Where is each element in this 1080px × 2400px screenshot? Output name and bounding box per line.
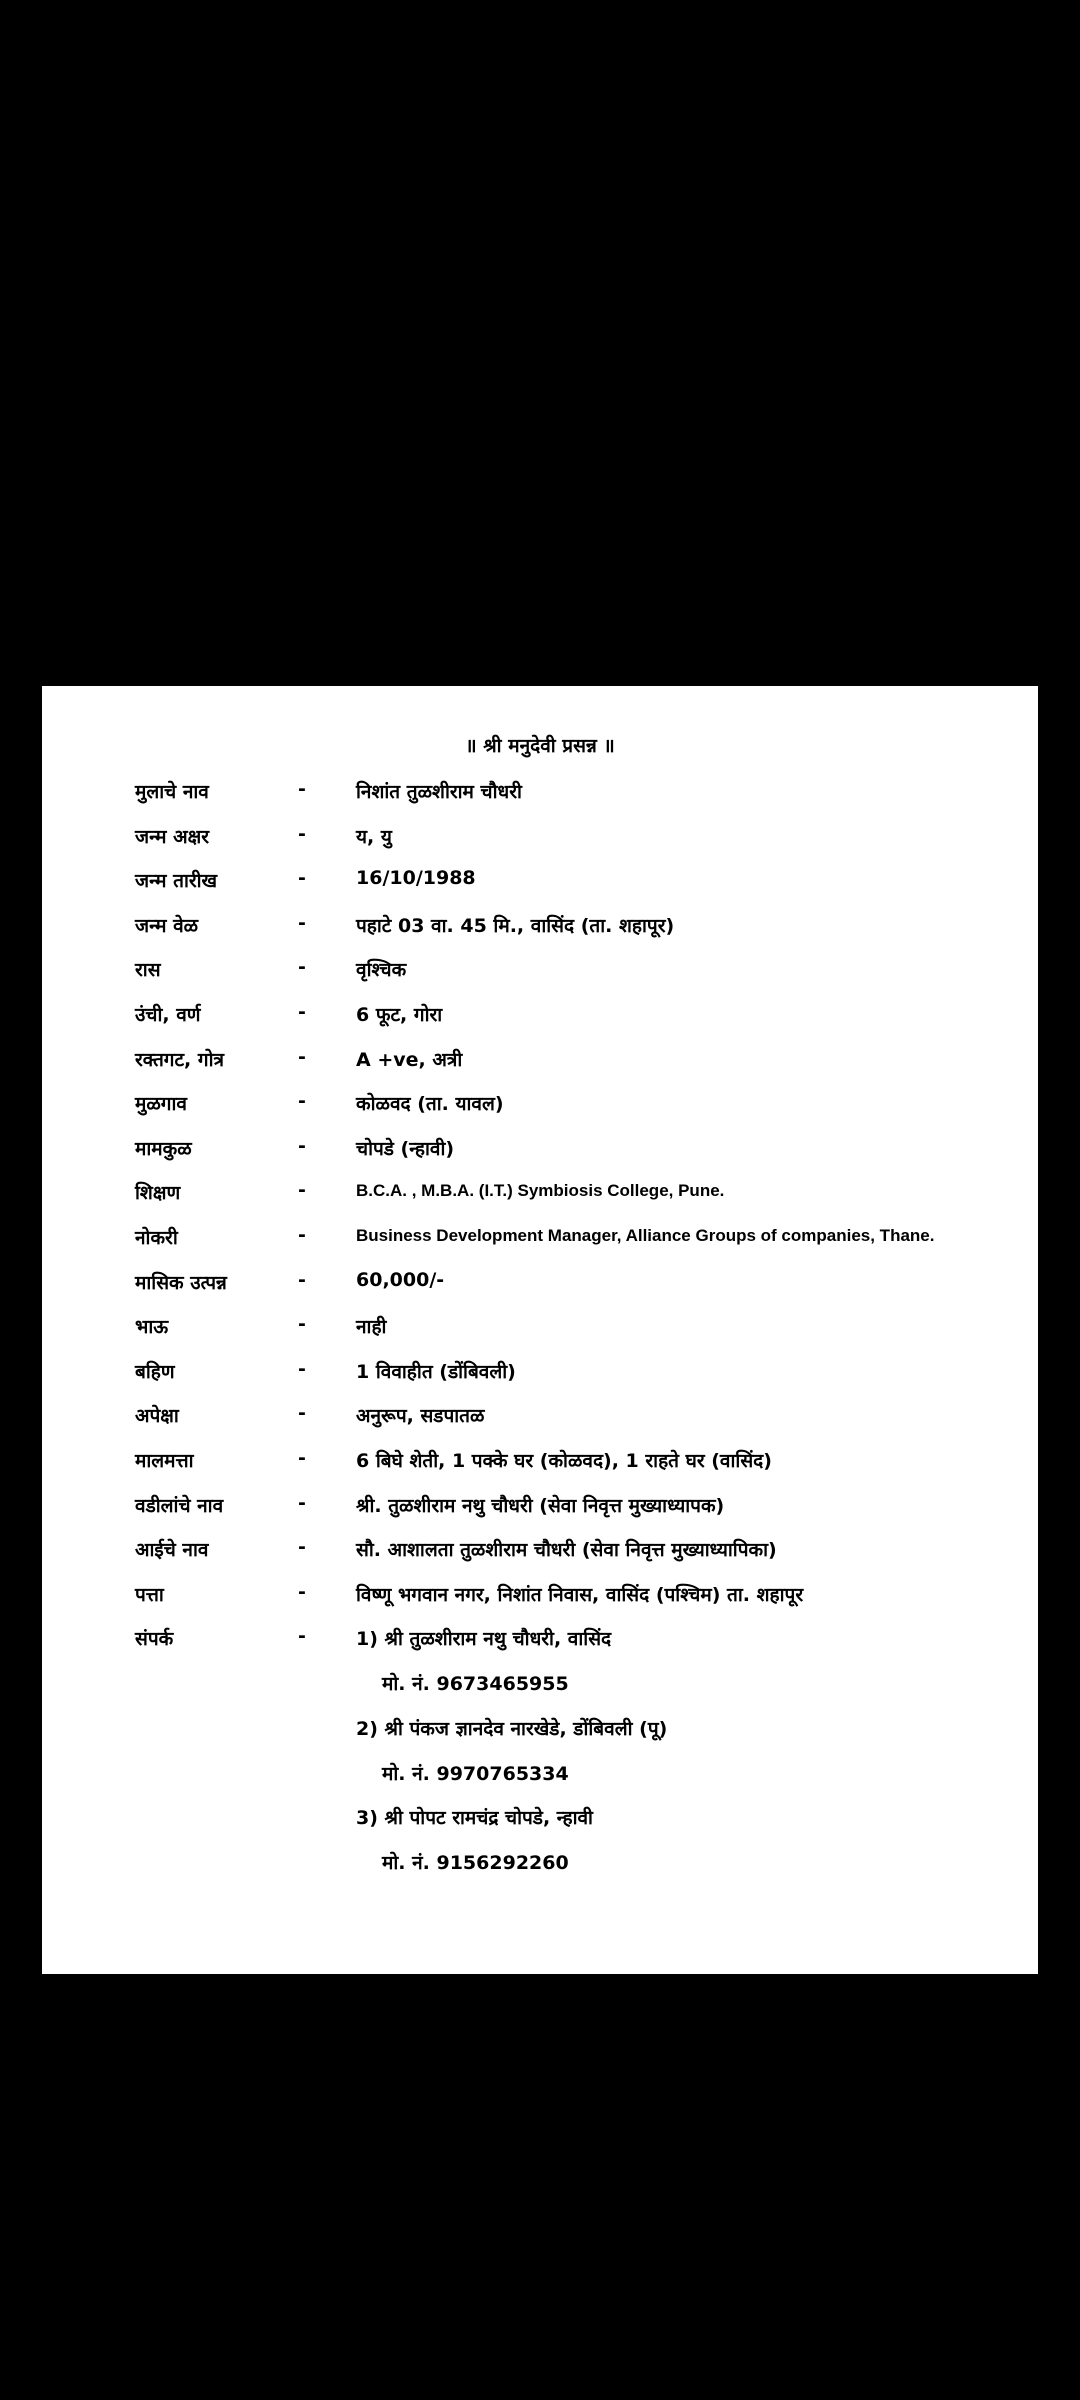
field-row-zodiac	[42, 956, 1038, 988]
field-row-height-complexion	[42, 1001, 1038, 1033]
contact-name: 3) श्री पोपट रामचंद्र चोपडे, न्हावी	[356, 1807, 593, 1829]
field-separator: -	[298, 1179, 306, 1201]
field-label: पत्ता	[135, 1584, 164, 1606]
field-value: श्री. तुळशीराम नथु चौधरी (सेवा निवृत्त मुख्याध्यापक)	[356, 1495, 725, 1517]
field-label: रास	[135, 959, 161, 981]
field-value: Business Development Manager, Alliance Groups of companies, Thane.	[356, 1226, 935, 1245]
field-label: जन्म अक्षर	[135, 826, 210, 848]
field-value: 1 विवाहीत (डोंबिवली)	[356, 1361, 516, 1383]
field-value: A +ve, अत्री	[356, 1049, 463, 1071]
field-label: वडीलांचे नाव	[135, 1495, 224, 1517]
field-row-maternal-family	[42, 1135, 1038, 1167]
field-value: नाही	[356, 1316, 387, 1338]
field-label: भाऊ	[135, 1316, 169, 1338]
field-separator: -	[298, 1090, 306, 1112]
field-value: 60,000/-	[356, 1269, 445, 1291]
field-separator: -	[298, 823, 306, 845]
field-row-address	[42, 1581, 1038, 1613]
field-separator: -	[298, 1135, 306, 1157]
field-value: विष्णू भगवान नगर, निशांत निवास, वासिंद (पश्चिम) ता. शहापूर	[356, 1584, 804, 1606]
contact-name: 1) श्री तुळशीराम नथु चौधरी, वासिंद	[356, 1628, 612, 1650]
field-separator: -	[298, 1358, 306, 1380]
field-value: सौ. आशालता तुळशीराम चौधरी (सेवा निवृत्त मुख्याध्यापिका)	[356, 1539, 777, 1561]
document-heading: ॥ श्री मनुदेवी प्रसन्न ॥	[465, 735, 615, 757]
field-row-name	[42, 778, 1038, 810]
field-separator: -	[298, 1536, 306, 1558]
field-separator: -	[298, 1001, 306, 1023]
field-value: 6 फूट, गोरा	[356, 1004, 443, 1026]
field-separator: -	[298, 1492, 306, 1514]
field-row-mother-name	[42, 1536, 1038, 1568]
field-label: मुळगाव	[135, 1093, 187, 1115]
field-row-brother	[42, 1313, 1038, 1345]
field-value: 16/10/1988	[356, 867, 476, 889]
field-label: आईचे नाव	[135, 1539, 209, 1561]
contact-name: 2) श्री पंकज ज्ञानदेव नारखेडे, डोंबिवली (पू)	[356, 1718, 668, 1740]
field-label: अपेक्षा	[135, 1405, 179, 1427]
field-label: जन्म तारीख	[135, 870, 218, 892]
field-separator: -	[298, 1625, 306, 1647]
field-label: मासिक उत्पन्न	[135, 1272, 227, 1294]
field-label: मुलाचे नाव	[135, 781, 209, 803]
field-separator: -	[298, 1224, 306, 1246]
field-separator: -	[298, 867, 306, 889]
field-value: पहाटे 03 वा. 45 मि., वासिंद (ता. शहापूर)	[356, 915, 675, 937]
field-label: रक्तगट, गोत्र	[135, 1049, 224, 1071]
contact-mobile: मो. नं. 9970765334	[382, 1763, 569, 1785]
field-separator: -	[298, 1313, 306, 1335]
field-row-sister	[42, 1358, 1038, 1390]
field-separator: -	[298, 1402, 306, 1424]
field-row-native-village	[42, 1090, 1038, 1122]
field-row-expectation	[42, 1402, 1038, 1434]
field-value: निशांत तुळशीराम चौधरी	[356, 781, 522, 803]
field-row-monthly-income	[42, 1269, 1038, 1301]
field-value: 6 बिघे शेती, 1 पक्के घर (कोळवद), 1 राहते घर (वासिंद)	[356, 1450, 772, 1472]
field-separator: -	[298, 956, 306, 978]
field-row-property	[42, 1447, 1038, 1479]
field-value: चोपडे (न्हावी)	[356, 1138, 455, 1160]
field-row-job	[42, 1224, 1038, 1256]
field-label: मालमत्ता	[135, 1450, 194, 1472]
field-label: नोकरी	[135, 1227, 178, 1249]
field-label: मामकुळ	[135, 1138, 192, 1160]
field-row-education	[42, 1179, 1038, 1211]
field-row-birth-date	[42, 867, 1038, 899]
field-separator: -	[298, 1581, 306, 1603]
field-label: उंची, वर्ण	[135, 1004, 201, 1026]
field-row-father-name	[42, 1492, 1038, 1524]
field-label: शिक्षण	[135, 1182, 181, 1204]
field-separator: -	[298, 1269, 306, 1291]
field-label: जन्म वेळ	[135, 915, 199, 937]
field-separator: -	[298, 1447, 306, 1469]
contact-mobile: मो. नं. 9156292260	[382, 1852, 569, 1874]
field-value: कोळवद (ता. यावल)	[356, 1093, 504, 1115]
field-separator: -	[298, 912, 306, 934]
field-value: अनुरूप, सडपातळ	[356, 1405, 485, 1427]
field-separator: -	[298, 1046, 306, 1068]
field-row-birth-time	[42, 912, 1038, 944]
biodata-document	[42, 686, 1038, 1974]
field-value: य, यु	[356, 826, 392, 848]
field-value: B.C.A. , M.B.A. (I.T.) Symbiosis College, Pune.	[356, 1181, 725, 1200]
field-label: संपर्क	[135, 1628, 174, 1650]
field-label: बहिण	[135, 1361, 175, 1383]
field-row-blood-group-gotra	[42, 1046, 1038, 1078]
field-separator: -	[298, 778, 306, 800]
field-value: वृश्चिक	[356, 959, 407, 981]
contact-mobile: मो. नं. 9673465955	[382, 1673, 569, 1695]
field-row-birth-letter	[42, 823, 1038, 855]
